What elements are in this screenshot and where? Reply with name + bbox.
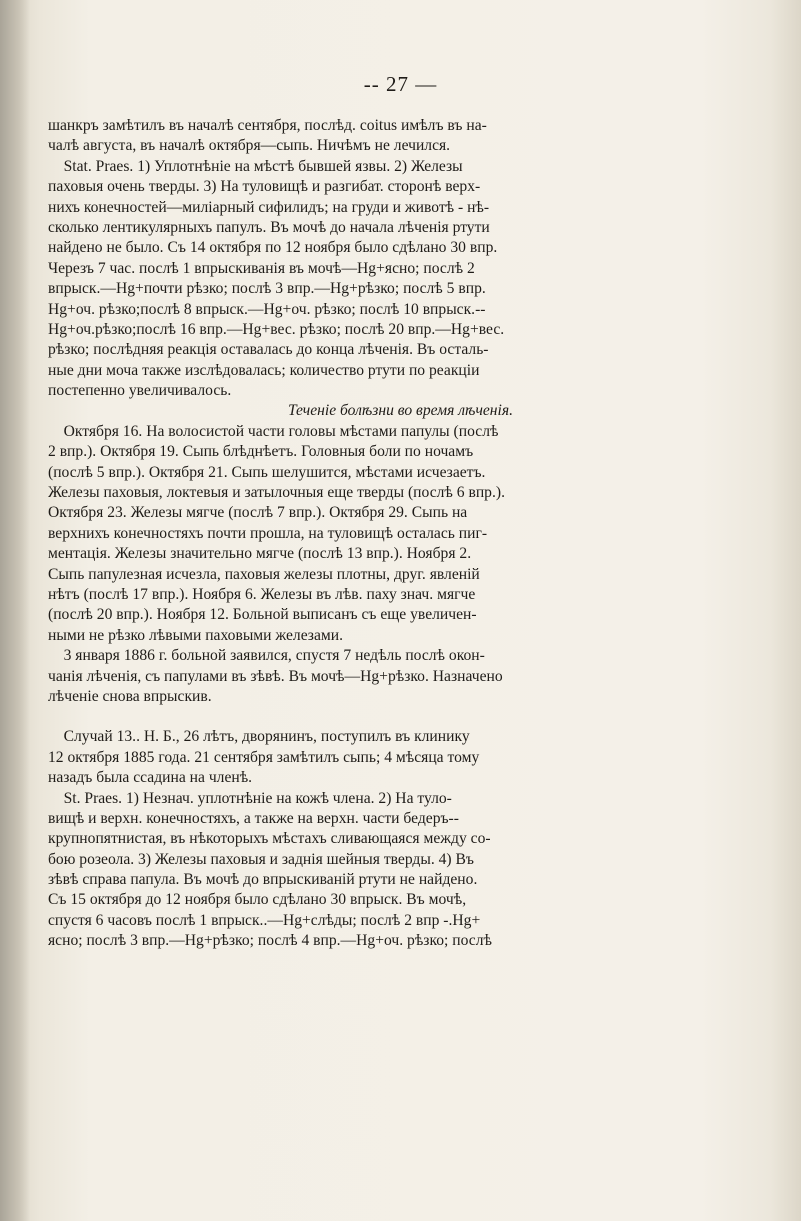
text-line: Октября 23. Железы мягче (послѣ 7 впр.). Октября 29. Сыпь на <box>48 504 468 522</box>
section-course-of-disease <box>48 422 796 707</box>
text-line: (послѣ 20 впр.). Ноября 12. Больной выписанъ съ еще увеличен- <box>48 606 477 624</box>
text-line: бою розеола. 3) Железы паховыя и заднія шейныя тверды. 4) Въ <box>48 850 474 868</box>
text-line: Hg+оч.рѣзко;послѣ 16 впр.—Hg+вес. рѣзко; послѣ 20 впр.—Hg+вес. <box>48 320 505 338</box>
section-case-continued <box>48 116 796 401</box>
page-number: -- 27 — <box>363 72 438 96</box>
text-line: Сыпь папулезная исчезла, паховыя железы плотны, друг. явленій <box>48 565 480 583</box>
text-line: паховыя очень тверды. 3) На туловищѣ и разгибат. сторонѣ верх- <box>48 178 481 196</box>
section-case-13 <box>48 727 796 951</box>
text-line: впрыск.—Hg+почти рѣзко; послѣ 3 впр.—Hg+рѣзко; послѣ 5 впр. <box>48 280 486 298</box>
text-line: 2 впр.). Октября 19. Сыпь блѣднѣетъ. Головныя боли по ночамъ <box>48 443 474 461</box>
text-line: ясно; послѣ 3 впр.—Hg+рѣзко; послѣ 4 впр.—Hg+оч. рѣзко; послѣ <box>48 932 492 950</box>
text-line: 3 января 1886 г. больной заявился, спустя 7 недѣль послѣ окон- <box>48 647 485 665</box>
text-line: спустя 6 часовъ послѣ 1 впрыск..—Hg+слѣды; послѣ 2 впр -.Hg+ <box>48 911 481 929</box>
text-line: чалѣ августа, въ началѣ октября—сыпь. Ничѣмъ не лечился. <box>48 137 451 155</box>
text-line: лѣченіе снова впрыскив. <box>48 687 212 705</box>
text-line: постепенно увеличивалось. <box>48 382 232 400</box>
text-line: Черезъ 7 час. послѣ 1 впрыскиванія въ мочѣ—Hg+ясно; послѣ 2 <box>48 259 475 277</box>
text-line: вищѣ и верхн. конечностяхъ, а также на верхн. части бедеръ-- <box>48 809 459 827</box>
text-line: Случай 13.. Н. Б., 26 лѣтъ, дворянинъ, поступилъ въ клинику <box>48 728 470 746</box>
text-line: ные дни моча также изслѣдовалась; количество ртути по реакціи <box>48 361 480 379</box>
text-line: назадъ была ссадина на членѣ. <box>48 769 253 787</box>
text-line: Съ 15 октября до 12 ноября было сдѣлано 30 впрыск. Въ мочѣ, <box>48 891 467 909</box>
page-text <box>48 116 796 952</box>
text-line: рѣзко; послѣдняя реакція оставалась до конца лѣченія. Въ осталь- <box>48 341 489 359</box>
text-line: верхнихъ конечностяхъ почти прошла, на туловищѣ осталась пиг- <box>48 524 488 542</box>
text-line: ментація. Железы значительно мягче (послѣ 13 впр.). Ноября 2. <box>48 545 472 563</box>
text-line: St. Praes. 1) Незнач. уплотнѣніе на кожѣ члена. 2) На туло- <box>48 789 452 807</box>
text-line: чанія лѣченія, съ папулами въ зѣвѣ. Въ мочѣ—Hg+рѣзко. Назначено <box>48 667 503 685</box>
text-line: нихъ конечностей—миліарный сифилидъ; на груди и животѣ - нѣ- <box>48 198 490 216</box>
text-line: Stat. Praes. 1) Уплотнѣніе на мѣстѣ бывшей язвы. 2) Железы <box>48 157 463 175</box>
paragraph-gap <box>48 707 796 727</box>
text-line: Октября 16. На волосистой части головы мѣстами папулы (послѣ <box>48 422 499 440</box>
text-line: (послѣ 5 впр.). Октября 21. Сыпь шелушится, мѣстами исчезаетъ. <box>48 463 486 481</box>
text-line: крупнопятнистая, въ нѣкоторыхъ мѣстахъ сливающаяся между со- <box>48 830 491 848</box>
text-line: шанкръ замѣтилъ въ началѣ сентября, послѣд. coitus имѣлъ въ на- <box>48 117 487 134</box>
book-spine-shadow <box>0 0 30 1221</box>
text-line: Железы паховыя, локтевыя и затылочныя еще тверды (послѣ 6 впр.). <box>48 484 505 502</box>
text-line: Hg+оч. рѣзко;послѣ 8 впрыск.—Hg+оч. рѣзко; послѣ 10 впрыск.-- <box>48 300 486 318</box>
text-line: сколько лентикулярныхъ папулъ. Въ мочѣ до начала лѣченія ртути <box>48 218 490 236</box>
text-line: найдено не было. Съ 14 октября по 12 ноября было сдѣлано 30 впр. <box>48 239 498 257</box>
section-heading: Теченіе болѣзни во время лѣченія. <box>287 402 514 420</box>
text-line: нѣтъ (послѣ 17 впр.). Ноября 6. Железы въ лѣв. паху знач. мягче <box>48 585 476 603</box>
text-line: 12 октября 1885 года. 21 сентября замѣтилъ сыпь; 4 мѣсяца тому <box>48 748 480 766</box>
text-line: ными не рѣзко лѣвыми паховыми железами. <box>48 626 343 644</box>
text-line: зѣвѣ справа папула. Въ мочѣ до впрыскиваній ртути не найдено. <box>48 871 478 889</box>
